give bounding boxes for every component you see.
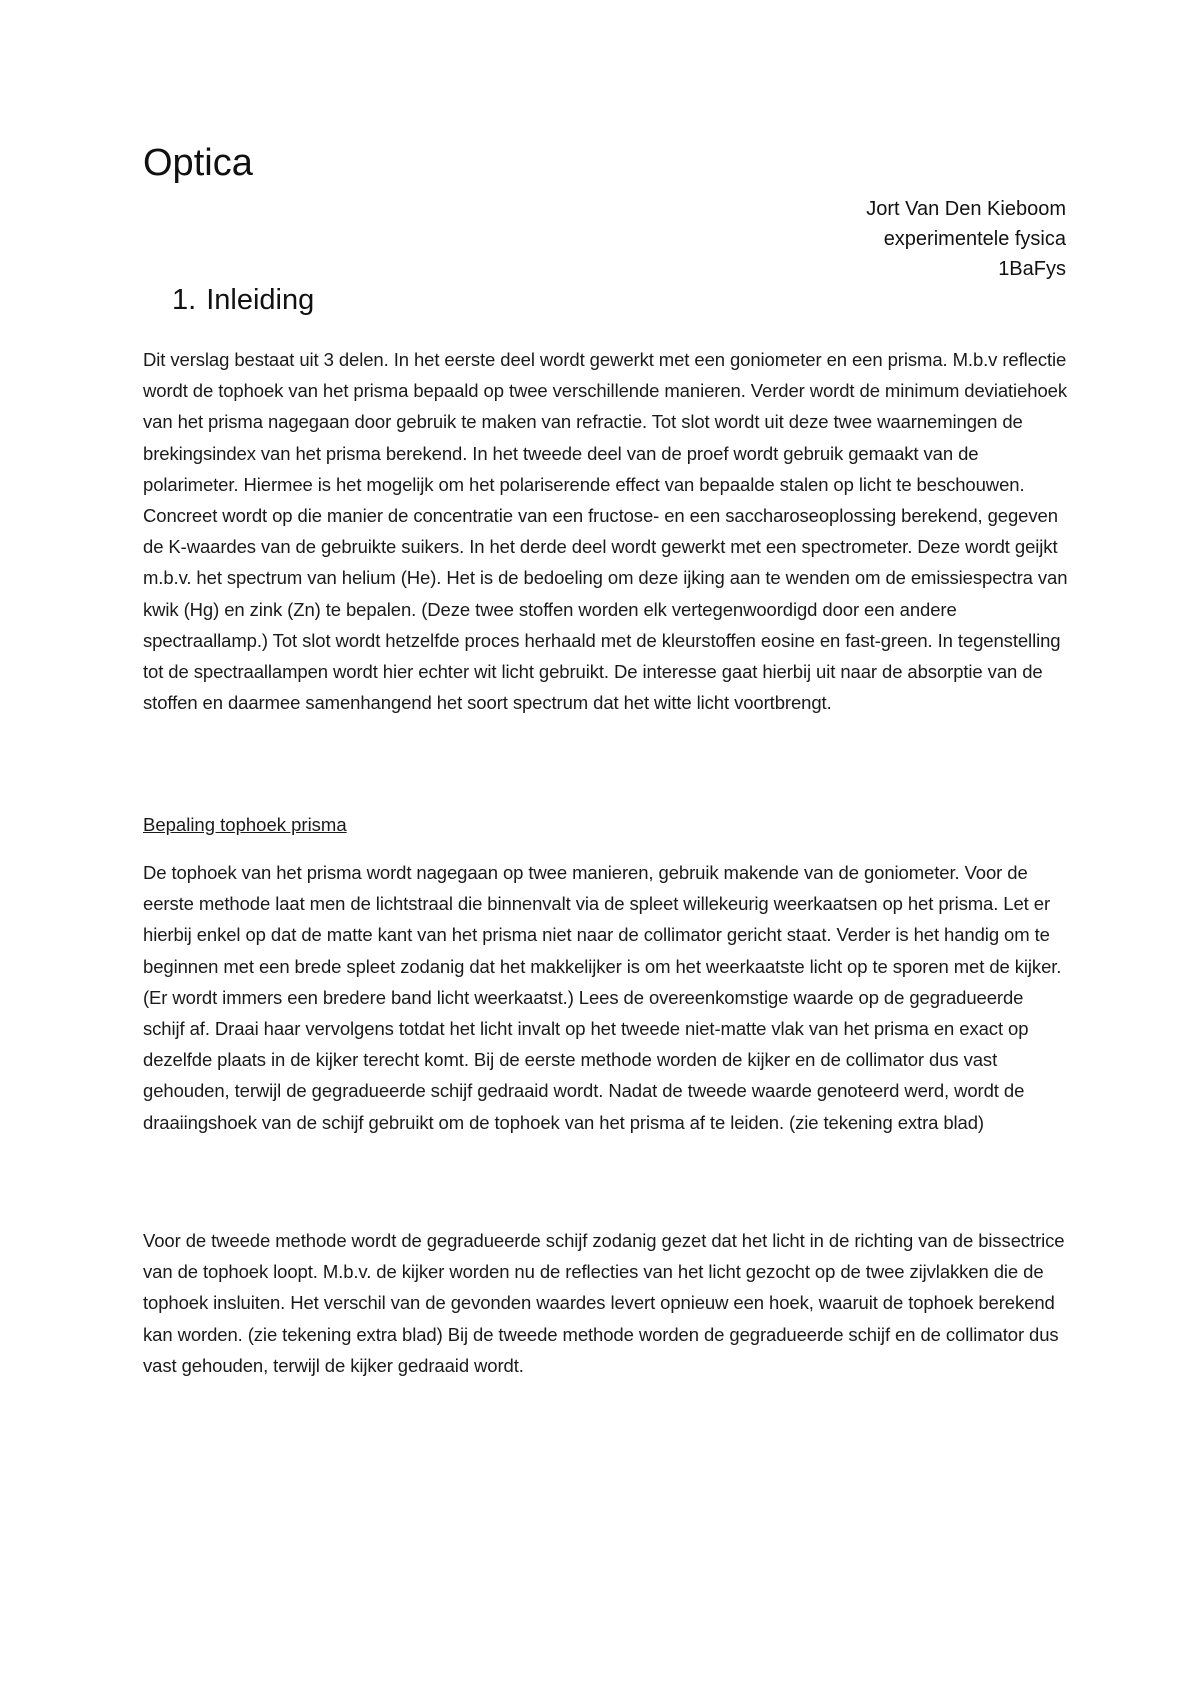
intro-paragraph: Dit verslag bestaat uit 3 delen. In het eerste deel wordt gewerkt met een goniometer en een prisma. M.b.v reflectie wordt de tophoek van het prisma bepaald op twee verschillende manieren. Verder wordt de minimum deviatiehoek van het prisma nagegaan door gebruik te maken van refractie. Tot slot wordt uit deze twee waarnemingen de brekingsindex van het prisma berekend. In het tweede deel van de proef wordt gebruik gemaakt van de polarimeter. Hiermee is het mogelijk om het polariserende effect van bepaalde stalen op licht te beschouwen. Concreet wordt op die manier de concentratie van een fructose- en een saccharoseoplossing berekend, gegeven de K-waardes van de gebruikte suikers. In het derde deel wordt gewerkt met een spectrometer. Deze wordt geijkt m.b.v. het spectrum van helium (He). Het is de bedoeling om deze ijking aan te wenden om de emissiespectra van kwik (Hg) en zink (Zn) te bepalen. (Deze twee stoffen worden elk vertegenwoordigd door een andere spectraallamp.) Tot slot wordt hetzelfde proces herhaald met de kleurstoffen eosine en fast-green. In tegenstelling tot de spectraallampen wordt hier echter wit licht gebruikt. De interesse gaat hierbij uit naar de absorptie van de stoffen en daarmee samenhangend het soort spectrum dat het witte licht voortbrengt.	[143, 349, 1068, 714]
document-title: Optica	[143, 142, 253, 184]
section-title: Inleiding	[206, 284, 315, 316]
subsection-heading: Bepaling tophoek prisma	[143, 814, 347, 835]
method-one-paragraph: De tophoek van het prisma wordt nagegaan op twee manieren, gebruik makende van de goniometer. Voor de eerste methode laat men de lichtstraal die binnenvalt via de spleet willekeurig weerkaatsen op het prisma. Let er hierbij enkel op dat de matte kant van het prisma niet naar de collimator gericht staat. Verder is het handig om te beginnen met een brede spleet zodanig dat het makkelijker is om het weerkaatste licht op te sporen met de kijker. (Er wordt immers een bredere band licht weerkaatst.) Lees de overeenkomstige waarde op de gegradueerde schijf af. Draai haar vervolgens totdat het licht invalt op het tweede niet-matte vlak van het prisma en exact op dezelfde plaats in de kijker terecht komt. Bij de eerste methode worden de kijker en de collimator dus vast gehouden, terwijl de gegradueerde schijf gedraaid wordt. Nadat de tweede waarde genoteerd werd, wordt de draaiingshoek van de schijf gebruikt om de tophoek van het prisma af te leiden. (zie tekening extra blad)	[143, 862, 1062, 1133]
author-course: experimentele fysica	[883, 228, 1066, 250]
author-class: 1BaFys	[998, 258, 1066, 280]
section-heading-inleiding	[172, 286, 314, 315]
author-name: Jort Van Den Kieboom	[866, 198, 1066, 220]
method-two-paragraph: Voor de tweede methode wordt de gegradueerde schijf zodanig gezet dat het licht in de richting van de bissectrice van de tophoek loopt. M.b.v. de kijker worden nu de reflecties van het licht gezocht op de twee zijvlakken die de tophoek insluiten. Het verschil van de gevonden waardes levert opnieuw een hoek, waaruit de tophoek berekend kan worden. (zie tekening extra blad) Bij de tweede methode worden de gegradueerde schijf en de collimator dus vast gehouden, terwijl de kijker gedraaid wordt.	[143, 1230, 1065, 1376]
author-block	[866, 194, 1066, 284]
section-number: 1.	[172, 284, 197, 316]
